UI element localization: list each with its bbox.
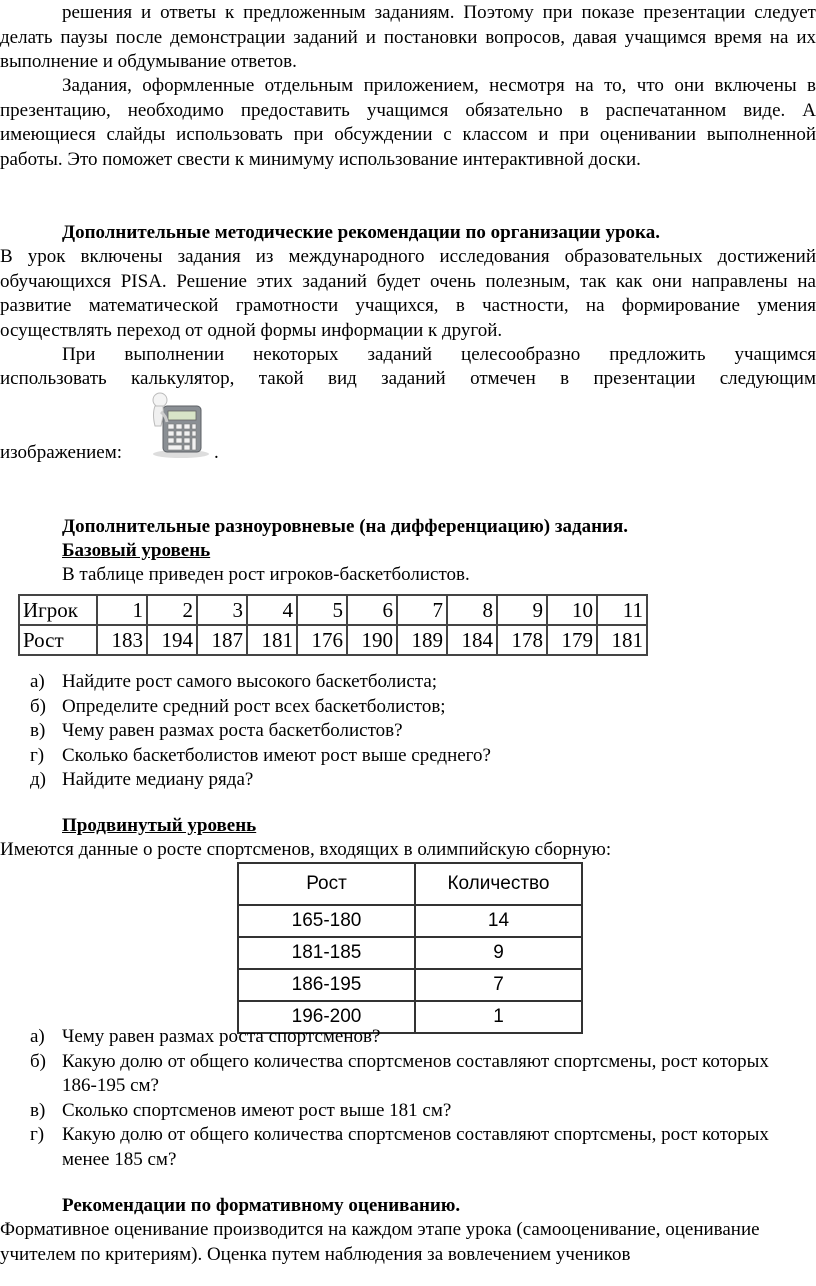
paragraph-calculator-line1: При выполнении некоторых заданий целесообразно предложить учащимся: [62, 344, 816, 365]
athletes-height-table: [237, 862, 583, 1034]
paragraph-calculator-period: .: [214, 442, 219, 463]
table-cell: 10: [547, 595, 597, 625]
table-row-players: [19, 595, 647, 625]
table-row: [238, 937, 582, 969]
table-cell: 1: [415, 1001, 582, 1033]
table-cell: 189: [397, 625, 447, 655]
list-item-text: Какую долю от общего количества спортсменов составляют спортсмены, рост которых менее 185 см?: [62, 1124, 769, 1170]
table-cell: 7: [415, 969, 582, 1001]
table-cell: 178: [497, 625, 547, 655]
list-item: [0, 719, 816, 744]
calculator-icon: [143, 392, 213, 460]
list-item-text: Сколько баскетболистов имеют рост выше среднего?: [62, 744, 491, 766]
list-item: [0, 1025, 780, 1050]
table-cell: 181: [597, 625, 647, 655]
table-row: [238, 905, 582, 937]
heading-base-level: Базовый уровень: [62, 540, 211, 561]
table-header-cell: Рост: [19, 625, 97, 655]
table-header-row: [238, 863, 582, 905]
table-cell: 165-180: [238, 905, 415, 937]
list-item: [0, 768, 816, 793]
list-item-text: Чему равен размах роста баскетболистов?: [62, 720, 403, 741]
list-item-text: Найдите медиану ряда?: [62, 769, 254, 790]
list-marker: а): [30, 1026, 45, 1047]
paragraph-calculator-line3: изображением:: [0, 442, 123, 463]
table-cell: 9: [497, 595, 547, 625]
list-item: [0, 1050, 780, 1099]
table-cell: 11: [597, 595, 647, 625]
heading-differentiated-tasks: Дополнительные разноуровневые (на дифференциацию) задания.: [62, 516, 629, 537]
paragraph-pisa: В урок включены задания из международного исследования образовательных достижений обучающихся PISA. Решение этих заданий будет очень полезным, так как они направлены на развитие математической грамотности учащихся, в частности, на формирование умения осуществлять переход от одной формы информации к другой.: [0, 246, 816, 341]
table-cell: 5: [297, 595, 347, 625]
list-marker: в): [30, 1099, 46, 1121]
table-cell: 187: [197, 625, 247, 655]
advanced-level-questions: [0, 1025, 780, 1172]
table-cell: 176: [297, 625, 347, 655]
heading-formative-assessment: Рекомендации по формативному оцениванию.: [62, 1195, 461, 1216]
heading-method-recommendations: Дополнительные методические рекомендации по организации урока.: [62, 222, 660, 243]
base-level-intro: В таблице приведен рост игроков-баскетболистов.: [62, 564, 470, 585]
table-cell: 8: [447, 595, 497, 625]
list-item: [0, 1099, 780, 1124]
paragraph-printed-tasks: Задания, оформленные отдельным приложением, несмотря на то, что они включены в презентацию, необходимо предоставить учащимся обязательно в распечатанном виде. А имеющиеся слайды использовать при обсуждении с классом и при оценивании выполненной работы. Это поможет свести к минимуму использование интерактивной доски.: [0, 75, 816, 170]
table-cell: 3: [197, 595, 247, 625]
list-marker: б): [30, 1050, 46, 1072]
list-item: [0, 1123, 780, 1172]
table-cell: 4: [247, 595, 297, 625]
list-item-text: Чему равен размах роста спортсменов?: [62, 1026, 381, 1047]
list-marker: б): [30, 695, 46, 717]
table-cell: 7: [397, 595, 447, 625]
table-row-heights: [19, 625, 647, 655]
base-level-questions: [0, 670, 816, 793]
list-item-text: Найдите рост самого высокого баскетболиста;: [62, 671, 438, 692]
table-cell: 186-195: [238, 969, 415, 1001]
table-header-cell: Рост: [238, 863, 415, 905]
table-cell: 181: [247, 625, 297, 655]
table-cell: 1: [97, 595, 147, 625]
table-cell: 183: [97, 625, 147, 655]
list-item-text: Определите средний рост всех баскетболистов;: [62, 695, 446, 717]
list-item-text: Какую долю от общего количества спортсменов составляют спортсмены, рост которых 186-195 см?: [62, 1050, 769, 1096]
paragraph-presentation-pauses: решения и ответы к предложенным заданиям. Поэтому при показе презентации следует делать паузы после демонстрации заданий и постановки вопросов, давая учащимся время на их выполнение и обдумывание ответов.: [0, 2, 816, 72]
table-cell: 6: [347, 595, 397, 625]
list-marker: г): [30, 1124, 45, 1145]
table-cell: 179: [547, 625, 597, 655]
table-header-cell: Количество: [415, 863, 582, 905]
list-marker: а): [30, 671, 45, 692]
table-cell: 9: [415, 937, 582, 969]
table-cell: 181-185: [238, 937, 415, 969]
advanced-level-intro: Имеются данные о росте спортсменов, входящих в олимпийскую сборную:: [0, 839, 612, 860]
table-cell: 14: [415, 905, 582, 937]
table-cell: 194: [147, 625, 197, 655]
table-row: [238, 969, 582, 1001]
table-cell: 196-200: [238, 1001, 415, 1033]
table-header-cell: Игрок: [19, 595, 97, 625]
paragraph-calculator-line2: использовать калькулятор, такой вид заданий отмечен в презентации следующим: [0, 368, 816, 389]
list-marker: в): [30, 720, 46, 741]
list-item-text: Сколько спортсменов имеют рост выше 181 см?: [62, 1099, 452, 1121]
table-cell: 184: [447, 625, 497, 655]
list-marker: д): [30, 769, 46, 790]
table-cell: 190: [347, 625, 397, 655]
list-item: [0, 744, 816, 769]
paragraph-formative: Формативное оценивание производится на каждом этапе урока (самооценивание, оценивание учителем по критериям). Оценка путем наблюдения за вовлечением учеников: [0, 1219, 760, 1265]
list-item: [0, 695, 816, 720]
heading-advanced-level: Продвинутый уровень: [62, 815, 257, 836]
list-marker: г): [30, 744, 45, 766]
list-item: [0, 670, 816, 695]
table-cell: 2: [147, 595, 197, 625]
players-height-table: [18, 594, 648, 656]
